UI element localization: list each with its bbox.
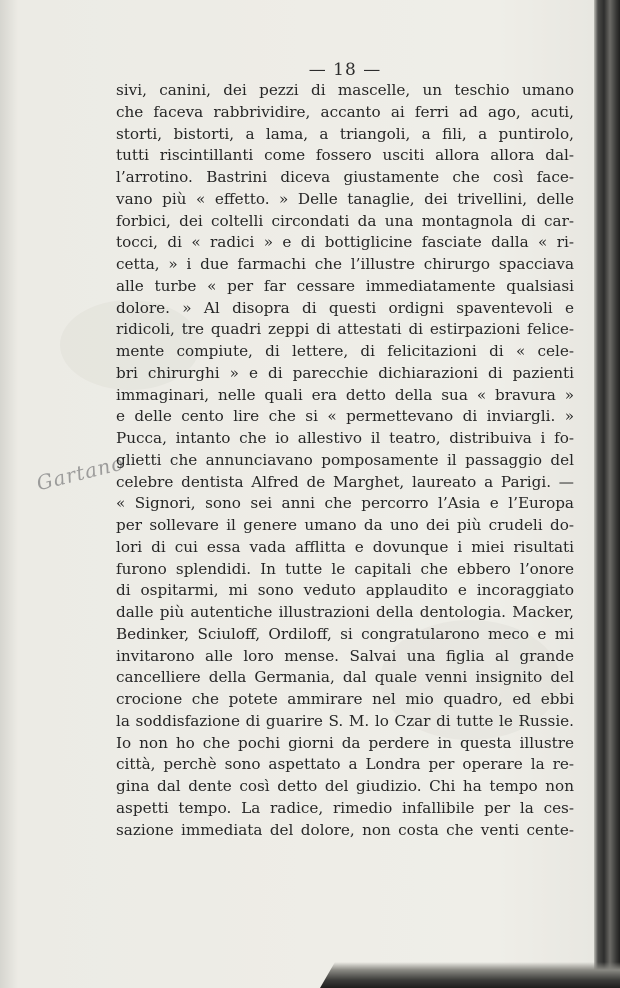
text-line: alle turbe « per far cessare immediatamente qualsiasi	[116, 276, 574, 295]
text-line: glietti che annunciavano pomposamente il passaggio del	[116, 450, 574, 469]
text-line: tocci, di « radici » e di bottiglicine fasciate dalla « ri-	[116, 233, 574, 252]
text-line: gina dal dente così detto del giudizio. Chi ha tempo non	[116, 777, 574, 795]
text-line: immaginari, nelle quali era detto della sua « bravura »	[116, 385, 574, 404]
text-line: l’arrotino. Bastrini diceva giustamente che così face-	[116, 168, 574, 186]
text-line: mente compiute, di lettere, di felicitazioni di « cele-	[116, 342, 574, 360]
text-line: dolore. » Al disopra di questi ordigni spaventevoli e	[116, 298, 574, 317]
handwritten-margin-note: Gartano	[34, 450, 127, 496]
text-line: storti, bistorti, a lama, a triangoli, a fili, a puntirolo,	[116, 124, 574, 143]
text-line: città, perchè sono aspettato a Londra per operare la re-	[116, 755, 574, 774]
text-line: cetta, » i due farmachi che l’illustre chirurgo spacciava	[116, 255, 574, 273]
text-line: la soddisfazione di guarire S. M. lo Czar di tutte le Russie.	[116, 711, 574, 730]
text-line: tutti riscintillanti come fossero usciti allora allora dal-	[116, 146, 574, 165]
text-line: « Signori, sono sei anni che percorro l’Asia e l’Europa	[116, 494, 574, 513]
text-line: lori di cui essa vada afflitta e dovunque i miei risultati	[116, 537, 574, 556]
page-number: — 18 —	[308, 60, 382, 80]
text-line: ridicoli, tre quadri zeppi di attestati di estirpazioni felice-	[116, 320, 574, 339]
body-text	[116, 80, 574, 841]
text-line: e delle cento lire che si « permettevano di inviargli. »	[116, 407, 574, 426]
text-line: Bedinker, Sciuloff, Ordiloff, si congratularono meco e mi	[116, 624, 574, 643]
text-line: sazione immediata del dolore, non costa che venti cente-	[116, 820, 574, 839]
text-line: crocione che potete ammirare nel mio quadro, ed ebbi	[116, 690, 574, 708]
text-line: aspetti tempo. La radice, rimedio infallibile per la ces-	[116, 798, 574, 817]
text-line: cancelliere della Germania, dal quale venni insignito del	[116, 668, 574, 687]
text-line: bri chirurghi » e di parecchie dichiarazioni di pazienti	[116, 363, 574, 382]
text-line: per sollevare il genere umano da uno dei più crudeli do-	[116, 516, 574, 534]
text-line: dalle più autentiche illustrazioni della dentologia. Macker,	[116, 603, 574, 621]
page-bottom-shadow	[320, 962, 620, 988]
text-line: Pucca, intanto che io allestivo il teatro, distribuiva i fo-	[116, 429, 574, 447]
text-line: sivi, canini, dei pezzi di mascelle, un teschio umano	[116, 81, 574, 99]
text-line: vano più « effetto. » Delle tanaglie, dei trivellini, delle	[116, 189, 574, 208]
text-line: invitarono alle loro mense. Salvai una figlia al grande	[116, 646, 574, 665]
text-line: furono splendidi. In tutte le capitali che ebbero l’onore	[116, 559, 574, 578]
text-line: forbici, dei coltelli circondati da una montagnola di car-	[116, 211, 574, 230]
book-spine-edge	[594, 0, 620, 988]
text-line: Io non ho che pochi giorni da perdere in questa illustre	[116, 733, 574, 752]
text-line: celebre dentista Alfred de Marghet, laureato a Parigi. —	[116, 472, 574, 491]
text-line: di ospitarmi, mi sono veduto applaudito e incoraggiato	[116, 581, 574, 600]
text-line: che faceva rabbrividire, accanto ai ferri ad ago, acuti,	[116, 102, 574, 121]
